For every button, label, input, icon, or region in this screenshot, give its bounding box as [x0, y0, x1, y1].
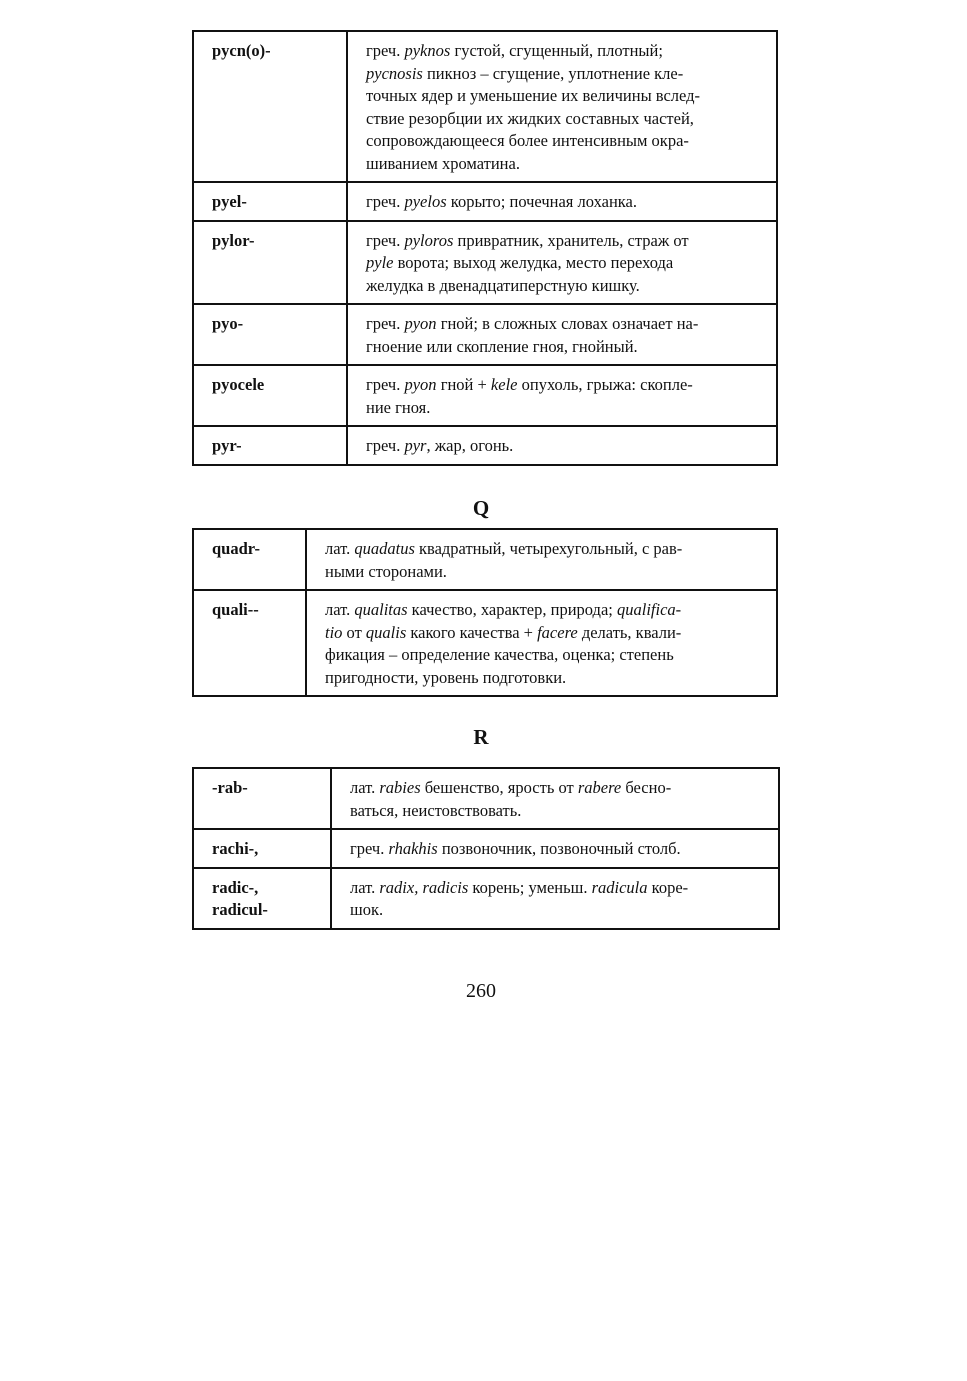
term-cell: pylor-	[193, 221, 347, 305]
definition-italic-term: facere	[537, 622, 578, 642]
definition-italic-term: rhakhis	[388, 839, 438, 858]
definition-text: ваться, неистовствовать.	[350, 800, 522, 820]
section-heading-q: Q	[472, 496, 490, 520]
definition-cell	[347, 304, 777, 365]
definition-text: точных ядер и уменьшение их величины вслед-	[366, 86, 701, 105]
term-cell: quadr-	[193, 529, 306, 590]
term-cell: rachi-,	[193, 829, 331, 868]
definition-italic-term: pyr	[404, 436, 427, 455]
definition-italic-term: pycnosis	[366, 63, 423, 83]
definition-italic-term: pyle	[366, 253, 394, 272]
definition-italic-term: quadatus	[354, 539, 415, 558]
definition-text: гной; в сложных словах означает на-	[436, 314, 699, 333]
definition-italic-term: pyelos	[404, 192, 447, 211]
definition-text: пригодности, уровень подготовки.	[325, 667, 567, 687]
table-row	[193, 31, 777, 182]
table-row	[193, 304, 777, 365]
definition-text: бесно-	[621, 778, 672, 797]
table-row	[193, 426, 777, 465]
definition-text: пикноз – сгущение, уплотнение кле-	[422, 63, 684, 83]
definition-italic-term: rabies	[379, 778, 421, 797]
definition-cell	[347, 426, 777, 465]
table-row	[193, 221, 777, 305]
definition-text: шиванием хроматина.	[366, 153, 520, 173]
dictionary-table-p	[192, 30, 778, 466]
definition-text: густой, сгущенный, плотный;	[450, 41, 663, 60]
definition-text: лат.	[325, 600, 355, 619]
table-body	[193, 529, 777, 696]
definition-text: желудка в двенадцатиперстную кишку.	[366, 275, 640, 295]
definition-italic-term: tio	[325, 622, 343, 642]
table-row	[193, 868, 779, 929]
definition-text: бешенство, ярость от	[420, 778, 578, 797]
definition-text: , жар, огонь.	[426, 436, 514, 455]
term-line: radic-,	[212, 877, 259, 897]
term-cell: -rab-	[193, 768, 331, 829]
term-cell: quali--	[193, 590, 306, 696]
definition-text: какого качества +	[406, 622, 538, 642]
table-row	[193, 768, 779, 829]
definition-text: квадратный, четырехугольный, с рав-	[414, 539, 683, 558]
table-row	[193, 829, 779, 868]
definition-text: ворота; выход желудка, место перехода	[393, 253, 674, 272]
term-line: radicul-	[212, 900, 268, 919]
term-cell: pyocele	[193, 365, 347, 426]
definition-italic-term: pyloros	[404, 230, 454, 250]
definition-text: ными сторонами.	[325, 561, 447, 581]
page-number: 260	[466, 980, 496, 1002]
definition-text: ствие резорбции их жидких составных частей,	[366, 108, 694, 128]
definition-italic-term: qualitas	[354, 600, 408, 619]
table-row	[193, 590, 777, 696]
dictionary-table-q	[192, 528, 778, 697]
definition-text: качество, характер, природа;	[407, 600, 617, 619]
definition-text: гной +	[436, 375, 491, 394]
definition-cell	[306, 590, 777, 696]
definition-cell	[331, 768, 779, 829]
definition-cell	[347, 31, 777, 182]
definition-text: коре-	[647, 877, 689, 897]
definition-cell	[331, 868, 779, 929]
definition-cell	[331, 829, 779, 868]
section-heading-r: R	[473, 725, 489, 749]
definition-text: греч.	[366, 314, 405, 333]
definition-text: греч.	[366, 375, 405, 394]
definition-italic-term: pyon	[404, 314, 437, 333]
definition-cell	[347, 182, 777, 221]
definition-text: корыто; почечная лоханка.	[446, 192, 637, 211]
definition-text: ние гноя.	[366, 397, 431, 417]
definition-text: позвоночник, позвоночный столб.	[437, 839, 681, 858]
term-cell: pyo-	[193, 304, 347, 365]
term-cell: pyr-	[193, 426, 347, 465]
table-body	[193, 768, 779, 929]
definition-text: делать, квали-	[577, 622, 682, 642]
definition-italic-term: qualifica-	[616, 600, 682, 619]
definition-text: сопровождающееся более интенсивным окра-	[366, 131, 689, 150]
term-cell	[193, 868, 331, 929]
definition-text: лат.	[325, 539, 355, 558]
definition-text: шок.	[350, 900, 384, 919]
table-body	[193, 31, 777, 465]
definition-italic-term: rabere	[577, 778, 622, 797]
definition-italic-term: radix, radicis	[379, 877, 469, 897]
definition-text: привратник, хранитель, страж от	[453, 230, 689, 250]
definition-text: корень; уменьш.	[468, 877, 592, 897]
term-cell: pycn(o)-	[193, 31, 347, 182]
definition-text: от	[342, 622, 366, 642]
definition-italic-term: kele	[490, 375, 518, 394]
definition-text: фикация – определение качества, оценка; степень	[325, 645, 674, 664]
definition-text: опухоль, грыжа: скопле-	[517, 375, 693, 394]
definition-text: греч.	[366, 41, 405, 60]
definition-italic-term: pyknos	[404, 41, 451, 60]
definition-text: греч.	[350, 839, 389, 858]
definition-text: гноение или скопление гноя, гнойный.	[366, 336, 638, 356]
definition-italic-term: qualis	[365, 622, 407, 642]
table-row	[193, 365, 777, 426]
definition-italic-term: radicula	[591, 877, 648, 897]
definition-cell	[347, 365, 777, 426]
definition-text: греч.	[366, 436, 405, 455]
definition-italic-term: pyon	[404, 375, 437, 394]
term-cell: pyel-	[193, 182, 347, 221]
definition-cell	[347, 221, 777, 305]
table-row	[193, 529, 777, 590]
table-row	[193, 182, 777, 221]
definition-text: греч.	[366, 230, 405, 250]
dictionary-table-r	[192, 767, 780, 930]
definition-text: греч.	[366, 192, 405, 211]
definition-text: лат.	[350, 877, 380, 897]
definition-cell	[306, 529, 777, 590]
definition-text: лат.	[350, 778, 380, 797]
